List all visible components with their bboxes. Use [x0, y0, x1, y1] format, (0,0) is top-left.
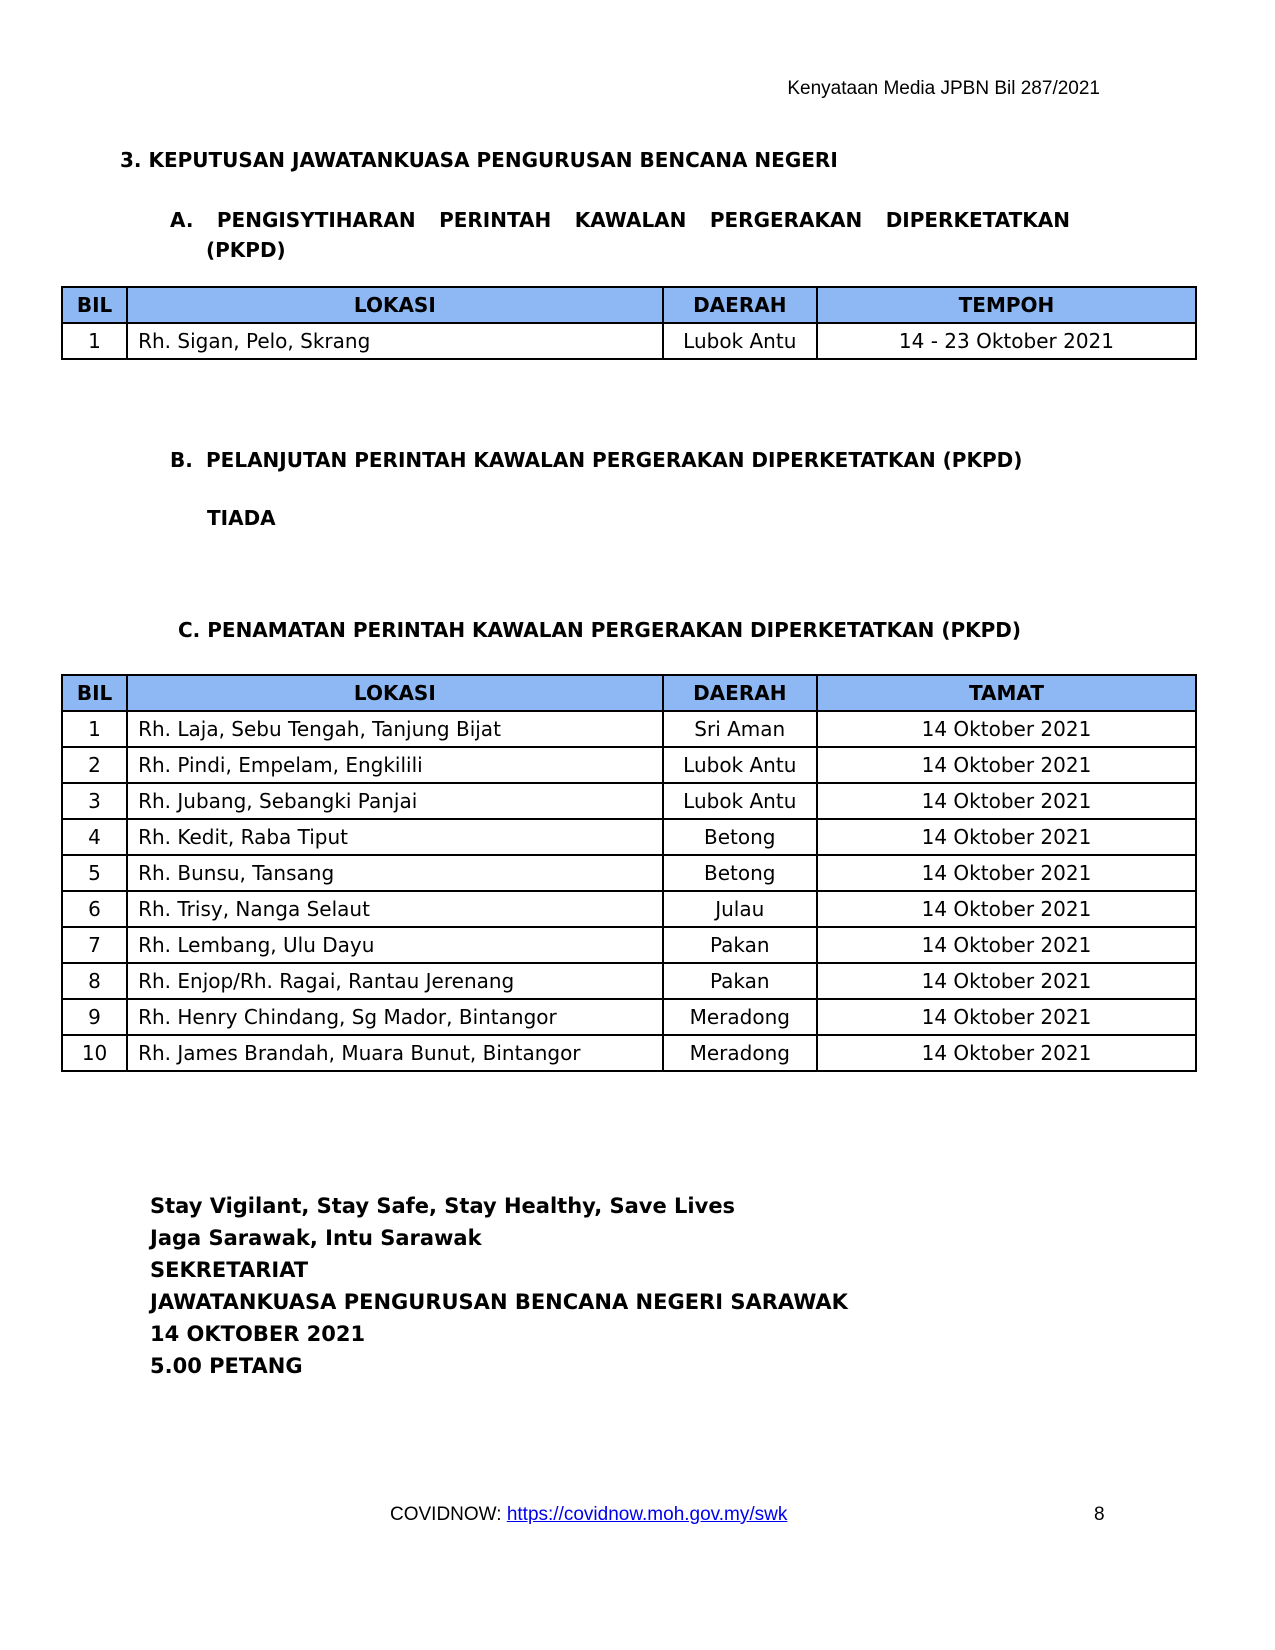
closing-secretariat: SEKRETARIAT	[150, 1258, 309, 1282]
column-header: BIL	[62, 675, 127, 711]
bil-cell: 8	[62, 963, 127, 999]
lokasi-cell: Rh. Lembang, Ulu Dayu	[127, 927, 663, 963]
table-row	[62, 891, 1196, 927]
table-row	[62, 927, 1196, 963]
table-row	[62, 963, 1196, 999]
page-number: 8	[1094, 1504, 1105, 1525]
subsection-b-letter: B.	[170, 448, 193, 472]
subsection-c-title: PENAMATAN PERINTAH KAWALAN PERGERAKAN DIPERKETATKAN (PKPD)	[207, 618, 1022, 642]
bil-cell: 1	[62, 323, 127, 359]
column-header: DAERAH	[663, 287, 817, 323]
lokasi-cell: Rh. Jubang, Sebangki Panjai	[127, 783, 663, 819]
closing-date: 14 OKTOBER 2021	[150, 1322, 366, 1346]
footer	[390, 1504, 787, 1526]
date-cell: 14 Oktober 2021	[817, 891, 1196, 927]
lokasi-cell: Rh. James Brandah, Muara Bunut, Bintangor	[127, 1035, 663, 1071]
daerah-cell: Pakan	[663, 963, 817, 999]
lokasi-cell: Rh. Enjop/Rh. Ragai, Rantau Jerenang	[127, 963, 663, 999]
date-cell: 14 Oktober 2021	[817, 747, 1196, 783]
table-row	[62, 711, 1196, 747]
bil-cell: 9	[62, 999, 127, 1035]
subsection-b-title: PELANJUTAN PERINTAH KAWALAN PERGERAKAN DIPERKETATKAN (PKPD)	[206, 448, 1023, 472]
date-cell: 14 - 23 Oktober 2021	[817, 323, 1196, 359]
footer-label: COVIDNOW:	[390, 1504, 507, 1525]
title-word: PENGISYTIHARAN	[216, 208, 416, 232]
bil-cell: 5	[62, 855, 127, 891]
date-cell: 14 Oktober 2021	[817, 711, 1196, 747]
date-cell: 14 Oktober 2021	[817, 819, 1196, 855]
daerah-cell: Sri Aman	[663, 711, 817, 747]
closing-committee: JAWATANKUASA PENGURUSAN BENCANA NEGERI SARAWAK	[150, 1290, 848, 1314]
pkpd-termination-table	[61, 674, 1197, 1072]
lokasi-cell: Rh. Trisy, Nanga Selaut	[127, 891, 663, 927]
pkpd-declaration-table	[61, 286, 1197, 360]
bil-cell: 4	[62, 819, 127, 855]
subsection-c-letter: C.	[178, 618, 201, 642]
bil-cell: 2	[62, 747, 127, 783]
subsection-a-title-line2: (PKPD)	[206, 238, 286, 262]
table-row	[62, 999, 1196, 1035]
lokasi-cell: Rh. Pindi, Empelam, Engkilili	[127, 747, 663, 783]
subsection-a-heading	[170, 208, 1100, 262]
closing-slogan-local: Jaga Sarawak, Intu Sarawak	[150, 1226, 482, 1250]
daerah-cell: Meradong	[663, 999, 817, 1035]
closing-time: 5.00 PETANG	[150, 1354, 303, 1378]
table-header-row	[62, 287, 1196, 323]
subsection-a-letter: A.	[170, 208, 194, 232]
column-header: TAMAT	[817, 675, 1196, 711]
bil-cell: 6	[62, 891, 127, 927]
column-header: LOKASI	[127, 675, 663, 711]
subsection-b-heading	[170, 448, 1022, 472]
table-row	[62, 783, 1196, 819]
subsection-c-heading	[178, 618, 1021, 642]
title-word: PERINTAH	[439, 208, 552, 232]
title-word: KAWALAN	[574, 208, 687, 232]
date-cell: 14 Oktober 2021	[817, 1035, 1196, 1071]
column-header: TEMPOH	[817, 287, 1196, 323]
date-cell: 14 Oktober 2021	[817, 783, 1196, 819]
column-header: LOKASI	[127, 287, 663, 323]
bil-cell: 10	[62, 1035, 127, 1071]
daerah-cell: Lubok Antu	[663, 323, 817, 359]
date-cell: 14 Oktober 2021	[817, 999, 1196, 1035]
table-row	[62, 855, 1196, 891]
subsection-b-note: TIADA	[207, 506, 276, 530]
date-cell: 14 Oktober 2021	[817, 855, 1196, 891]
table-row	[62, 819, 1196, 855]
daerah-cell: Betong	[663, 855, 817, 891]
table-row	[62, 323, 1196, 359]
closing-block	[150, 1190, 848, 1382]
table-row	[62, 1035, 1196, 1071]
lokasi-cell: Rh. Laja, Sebu Tengah, Tanjung Bijat	[127, 711, 663, 747]
table-header-row	[62, 675, 1196, 711]
title-word: PERGERAKAN	[709, 208, 863, 232]
daerah-cell: Pakan	[663, 927, 817, 963]
title-word: DIPERKETATKAN	[885, 208, 1070, 232]
date-cell: 14 Oktober 2021	[817, 963, 1196, 999]
date-cell: 14 Oktober 2021	[817, 927, 1196, 963]
daerah-cell: Meradong	[663, 1035, 817, 1071]
daerah-cell: Betong	[663, 819, 817, 855]
lokasi-cell: Rh. Henry Chindang, Sg Mador, Bintangor	[127, 999, 663, 1035]
column-header: BIL	[62, 287, 127, 323]
lokasi-cell: Rh. Kedit, Raba Tiput	[127, 819, 663, 855]
daerah-cell: Lubok Antu	[663, 747, 817, 783]
daerah-cell: Julau	[663, 891, 817, 927]
subsection-a-title-line1	[170, 208, 1070, 232]
daerah-cell: Lubok Antu	[663, 783, 817, 819]
document-reference: Kenyataan Media JPBN Bil 287/2021	[787, 78, 1100, 99]
closing-slogan: Stay Vigilant, Stay Safe, Stay Healthy, Save Lives	[150, 1194, 736, 1218]
lokasi-cell: Rh. Sigan, Pelo, Skrang	[127, 323, 663, 359]
covidnow-link[interactable]: https://covidnow.moh.gov.my/swk	[506, 1504, 788, 1525]
bil-cell: 3	[62, 783, 127, 819]
column-header: DAERAH	[663, 675, 817, 711]
section-title: 3. KEPUTUSAN JAWATANKUASA PENGURUSAN BENCANA NEGERI	[120, 148, 838, 172]
bil-cell: 7	[62, 927, 127, 963]
lokasi-cell: Rh. Bunsu, Tansang	[127, 855, 663, 891]
bil-cell: 1	[62, 711, 127, 747]
table-row	[62, 747, 1196, 783]
